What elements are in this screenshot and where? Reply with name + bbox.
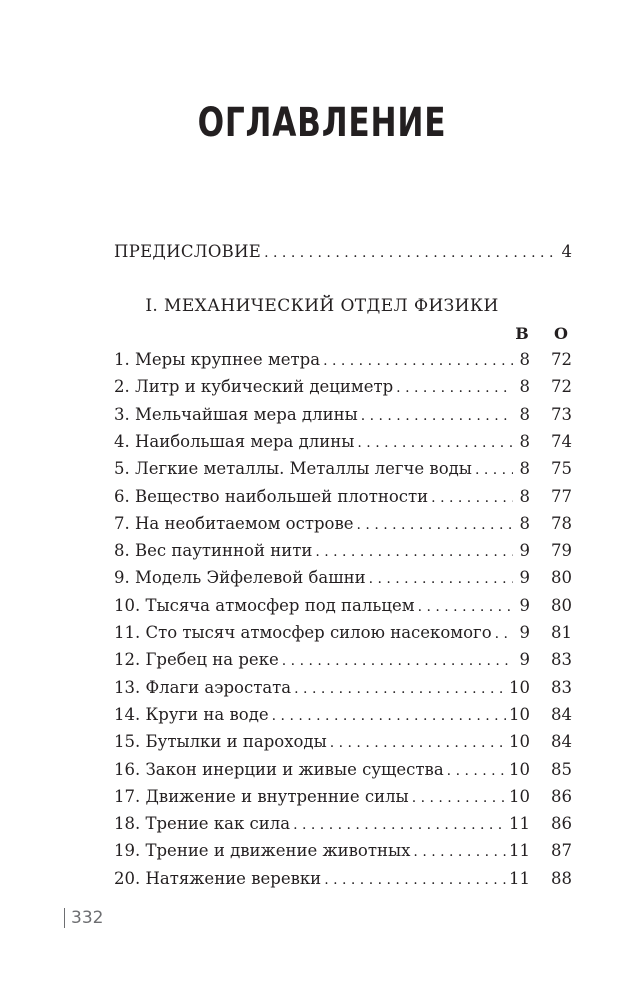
toc-entry-label: 16. Закон инерции и живые существа bbox=[114, 759, 444, 779]
toc-entry-question-page: 9 bbox=[519, 650, 530, 670]
dot-leader bbox=[293, 813, 506, 836]
toc-entry-main bbox=[114, 431, 530, 454]
toc-entry-label: 1. Меры крупнее метра bbox=[114, 350, 321, 369]
toc-entry[interactable] bbox=[114, 404, 572, 426]
toc-entry-answer-page: 84 bbox=[551, 732, 572, 752]
toc-entry-question-page: 8 bbox=[519, 431, 530, 451]
toc-entry-main bbox=[114, 731, 530, 754]
toc-entry-main bbox=[114, 458, 530, 481]
toc-entry-question-page: 11 bbox=[509, 841, 530, 861]
toc-entry-question-page: 10 bbox=[509, 732, 530, 752]
toc-entry-answer-page: 88 bbox=[551, 868, 572, 888]
toc-entry-label: 8. Вес паутинной нити bbox=[114, 541, 313, 561]
dot-leader bbox=[357, 431, 513, 454]
dot-leader bbox=[495, 622, 513, 645]
dot-leader bbox=[315, 540, 513, 563]
toc-entry-answer-page: 85 bbox=[551, 759, 572, 779]
toc-entry-label: 20. Натяжение веревки bbox=[114, 868, 322, 888]
toc-entry-answer-page: 86 bbox=[551, 814, 572, 834]
toc-entry-question-page: 8 bbox=[519, 404, 530, 424]
dot-leader bbox=[413, 840, 506, 863]
toc-entry-main bbox=[114, 704, 530, 727]
toc-entry-label: 9. Модель Эйфелевой башни bbox=[114, 568, 366, 588]
toc-entry-answer-page: 80 bbox=[551, 568, 572, 588]
toc-entry-main bbox=[114, 786, 530, 809]
toc-entry-answer-page: 77 bbox=[551, 486, 572, 506]
toc-entry-answer-page: 74 bbox=[551, 431, 572, 451]
toc-entry[interactable] bbox=[114, 458, 572, 480]
preface-page: 4 bbox=[561, 242, 572, 261]
toc-entry[interactable] bbox=[114, 513, 572, 535]
dot-leader bbox=[324, 868, 506, 891]
dot-leader bbox=[447, 759, 506, 782]
toc-entry-label: 17. Движение и внутренние силы bbox=[114, 786, 409, 806]
toc-entry[interactable] bbox=[114, 595, 572, 617]
dot-leader bbox=[357, 513, 513, 536]
section-title: I. МЕХАНИЧЕСКИЙ ОТДЕЛ ФИЗИКИ bbox=[145, 296, 499, 316]
toc-entry-label: 7. На необитаемом острове bbox=[114, 513, 354, 533]
toc-entry[interactable] bbox=[114, 840, 572, 862]
toc-entry-question-page: 8 bbox=[519, 486, 530, 506]
toc-entry-main bbox=[114, 677, 530, 700]
toc-entry[interactable] bbox=[114, 486, 572, 508]
toc-entry-question-page: 8 bbox=[519, 513, 530, 533]
toc-entry-main bbox=[114, 595, 530, 618]
column-header-questions: В bbox=[515, 324, 529, 343]
toc-entry-main bbox=[114, 349, 530, 372]
toc-entry-question-page: 10 bbox=[509, 704, 530, 724]
toc-entry-main bbox=[114, 759, 530, 782]
toc-entry-answer-page: 72 bbox=[551, 350, 572, 369]
toc-entry-question-page: 8 bbox=[519, 459, 530, 479]
toc-entry[interactable] bbox=[114, 704, 572, 726]
dot-leader bbox=[369, 567, 513, 590]
toc-entry[interactable] bbox=[114, 376, 572, 398]
toc-entry-main bbox=[114, 813, 530, 836]
page-number: 332 bbox=[71, 908, 104, 928]
page-title: ОГЛАВЛЕНИЕ bbox=[197, 100, 447, 146]
toc-entry-answer-page: 83 bbox=[551, 650, 572, 670]
toc-entry-question-page: 10 bbox=[509, 759, 530, 779]
toc-entry-answer-page: 83 bbox=[551, 677, 572, 697]
toc-entry[interactable] bbox=[114, 540, 572, 562]
toc-entry-question-page: 9 bbox=[519, 541, 530, 561]
toc-entry-answer-page: 79 bbox=[551, 541, 572, 561]
toc-entry-main bbox=[114, 868, 530, 891]
toc-entry-main bbox=[114, 486, 530, 509]
toc-entry-label: 15. Бутылки и пароходы bbox=[114, 732, 327, 752]
toc-entry-answer-page: 78 bbox=[551, 513, 572, 533]
dot-leader bbox=[431, 486, 513, 509]
toc-entry-answer-page: 73 bbox=[551, 404, 572, 424]
toc-entry-label: 4. Наибольшая мера длины bbox=[114, 431, 355, 451]
toc-entry-answer-page: 80 bbox=[551, 595, 572, 615]
toc-entry-main bbox=[114, 540, 530, 563]
toc-entry-main bbox=[114, 840, 530, 863]
toc-entry-question-page: 8 bbox=[519, 377, 530, 397]
toc-entry-label: 6. Вещество наибольшей плотности bbox=[114, 486, 429, 506]
dot-leader bbox=[418, 595, 513, 618]
toc-entry-label: 13. Флаги аэростата bbox=[114, 677, 292, 697]
toc-entry-answer-page: 87 bbox=[551, 841, 572, 861]
footer-divider bbox=[64, 908, 65, 928]
toc-entry[interactable] bbox=[114, 731, 572, 753]
toc-entry[interactable] bbox=[114, 622, 572, 644]
preface-label: ПРЕДИСЛОВИЕ bbox=[114, 242, 262, 261]
toc-entry-label: 10. Тысяча атмосфер под пальцем bbox=[114, 595, 415, 615]
toc-entry-label: 12. Гребец на реке bbox=[114, 650, 279, 670]
toc-entry-label: 3. Мельчайшая мера длины bbox=[114, 404, 358, 424]
toc-entry-answer-page: 86 bbox=[551, 786, 572, 806]
page-footer bbox=[64, 908, 103, 928]
toc-entry[interactable] bbox=[114, 759, 572, 781]
dot-leader bbox=[412, 786, 506, 809]
toc-entry-question-page: 9 bbox=[519, 595, 530, 615]
toc-entry[interactable] bbox=[114, 677, 572, 699]
dot-leader bbox=[282, 649, 513, 672]
toc-entry-question-page: 9 bbox=[519, 568, 530, 588]
toc-entry-question-page: 11 bbox=[509, 868, 530, 888]
toc-entry[interactable] bbox=[114, 649, 572, 671]
toc-entry[interactable] bbox=[114, 431, 572, 453]
toc-entry-answer-page: 81 bbox=[551, 623, 572, 642]
toc-entry-label: 19. Трение и движение животных bbox=[114, 841, 411, 861]
toc-entry[interactable] bbox=[114, 868, 572, 890]
dot-leader bbox=[361, 404, 513, 427]
dot-leader bbox=[330, 731, 506, 754]
toc-entry-question-page: 9 bbox=[519, 623, 530, 642]
toc-entry[interactable] bbox=[114, 567, 572, 589]
toc-entry-question-page: 10 bbox=[509, 677, 530, 697]
toc-entry-label: 18. Трение как сила bbox=[114, 814, 291, 834]
toc-entry-label: 5. Легкие металлы. Металлы легче воды bbox=[114, 459, 472, 479]
dot-leader bbox=[475, 458, 513, 481]
toc-entry-main bbox=[114, 567, 530, 590]
toc-entry[interactable] bbox=[114, 786, 572, 808]
dot-leader bbox=[294, 677, 506, 700]
toc-entry-answer-page: 72 bbox=[551, 377, 572, 397]
toc-entry-main bbox=[114, 404, 530, 427]
toc-entry-main bbox=[114, 513, 530, 536]
toc-entry-main bbox=[114, 376, 530, 399]
toc-entry-question-page: 10 bbox=[509, 786, 530, 806]
dot-leader bbox=[396, 376, 513, 399]
toc-entry-label: 11. Сто тысяч атмосфер силою насекомого bbox=[114, 623, 492, 642]
toc-entry-main bbox=[114, 649, 530, 672]
column-header-answers: О bbox=[554, 324, 568, 343]
toc-entry-answer-page: 75 bbox=[551, 459, 572, 479]
toc-entry-label: 14. Круги на воде bbox=[114, 704, 269, 724]
toc-entry-main bbox=[114, 622, 530, 645]
dot-leader bbox=[264, 242, 558, 263]
dot-leader bbox=[323, 349, 513, 372]
toc-entry[interactable] bbox=[114, 349, 572, 371]
toc-entry-question-page: 8 bbox=[519, 350, 530, 369]
toc-entry[interactable] bbox=[114, 813, 572, 835]
toc-entry-label: 2. Литр и кубический дециметр bbox=[114, 377, 394, 397]
toc-entry-question-page: 11 bbox=[509, 814, 530, 834]
toc-preface-line[interactable] bbox=[114, 242, 572, 263]
toc-entry-answer-page: 84 bbox=[551, 704, 572, 724]
dot-leader bbox=[272, 704, 506, 727]
